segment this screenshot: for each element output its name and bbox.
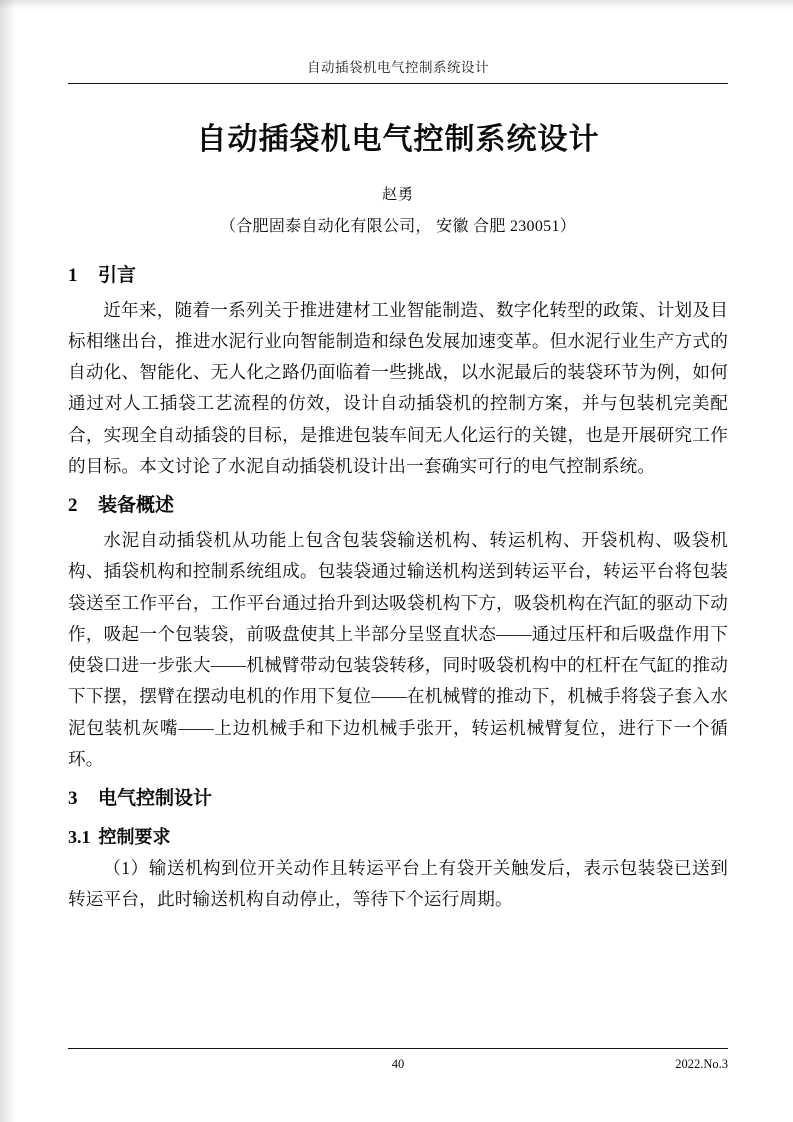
issue-label: 2022.No.3 (675, 1057, 728, 1071)
section-heading-1 (68, 262, 728, 291)
section-number: 2 (68, 495, 78, 517)
paragraph: （1）输送机构到位开关动作且转运平台上有袋开关触发后，表示包装袋已送到转运平台，此时输送机构自动停止，等待下个运行周期。 (68, 857, 728, 910)
page-content-area (68, 0, 728, 1122)
scan-edge-left (0, 0, 16, 1122)
document-body (68, 252, 728, 918)
page-number: 40 (391, 1057, 405, 1071)
section-number: 3 (68, 788, 78, 810)
paragraph: 水泥自动插袋机从功能上包含包装袋输送机构、转运机构、开袋机构、吸袋机构、插袋机构和控制系统组成。包装袋通过输送机构送到转运平台，转运平台将包装袋送至工作平台，工作平台通过抬升到达吸袋机构下方，吸袋机构在汽缸的驱动下动作，吸起一个包装袋，前吸盘使其上半部分呈竖直状态——通过压杆和后吸盘作用下使袋口进一步张大——机械臂带动包装袋转移，同时吸袋机构中的杠杆在气缸的推动下下摆，摆臂在摆动电机的作用下复位——在机械臂的推动下，机械手将袋子套入水泥包装机灰嘴——上边机械手和下边机械手张开，转运机械臂复位，进行下一个循环。 (68, 529, 728, 770)
paragraph: 近年来，随着一系列关于推进建材工业智能制造、数字化转型的政策、计划及目标相继出台，推进水泥行业向智能制造和绿色发展加速变革。但水泥行业生产方式的自动化、智能化、无人化之路仍面临着一些挑战，以水泥最后的装袋环节为例，如何通过对人工插袋工艺流程的仿效，设计自动插袋机的控制方案，并与包装机完美配合，实现全自动插袋的目标，是推进包装车间无人化运行的关键，也是开展研究工作的目标。本文讨论了水泥自动插袋机设计出一套确实可行的电气控制系统。 (68, 299, 728, 477)
running-head: 自动插袋机电气控制系统设计 (307, 60, 489, 75)
section-title: 装备概述 (98, 495, 175, 517)
author-affiliation: （合肥固泰自动化有限公司， 安徽 合肥 230051） (219, 218, 577, 235)
section-heading-2 (68, 492, 728, 521)
header-rule (68, 83, 728, 84)
author-name: 赵勇 (381, 187, 414, 203)
subsection-title: 控制要求 (98, 826, 171, 847)
section-title: 电气控制设计 (98, 788, 213, 810)
page-title: 自动插袋机电气控制系统设计 (196, 123, 600, 156)
section-heading-3 (68, 785, 728, 814)
footer-rule (68, 1048, 728, 1049)
subsection-number: 3.1 (68, 826, 91, 847)
section-title: 引言 (98, 265, 137, 286)
section-number: 1 (68, 265, 78, 286)
subsection-heading-3-1 (68, 824, 728, 851)
